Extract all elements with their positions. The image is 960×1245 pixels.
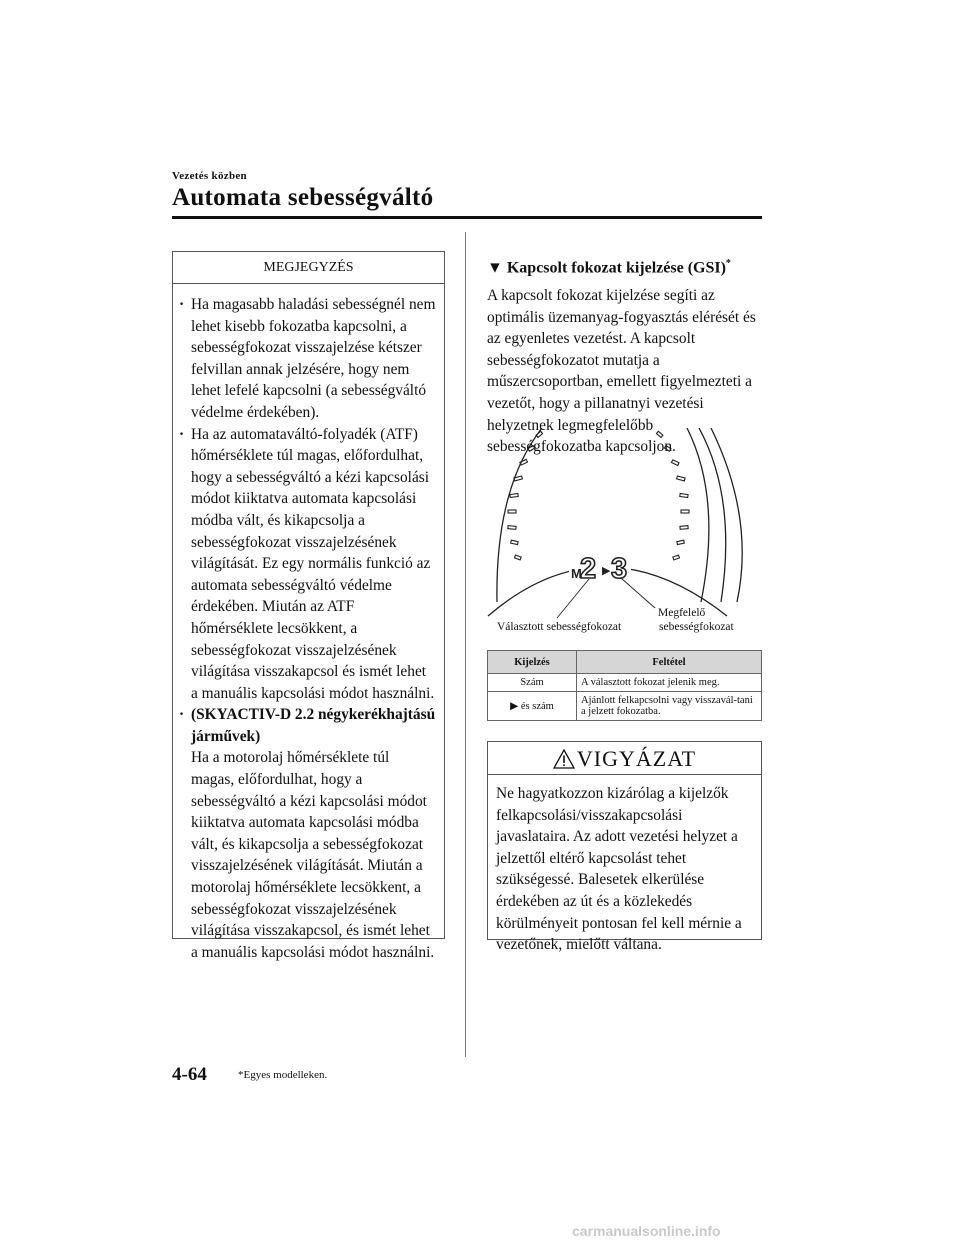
table-cell-text: Szám (520, 677, 544, 688)
table-cell (488, 674, 577, 692)
note-title: MEGJEGYZÉS (173, 252, 444, 284)
instrument-cluster-figure (487, 428, 762, 643)
header-rule (172, 216, 762, 219)
table-cell-text: és szám (518, 701, 554, 712)
warning-triangle-icon (553, 749, 575, 769)
footnote-asterisk: * (725, 258, 731, 269)
note-item-text: Ha az automataváltó-folyadék (ATF) hőmérséklete túl magas, előfordulhat, hogy a sebességváltó a kézi kapcsolási módot kiiktatva automata kapcsolási módba vált, és kikapcsolja a sebességfokozat visszajelzésének világítását. Ez egy normális funkció az automata sebességváltó védelme érdekében. Miután az ATF hőmérséklete lecsökkent, a sebességfokozat visszajelzésének világítása visszakapcsol és ismét lehet a manuális kapcsolási módot használni. (191, 425, 435, 702)
gsi-description: A kapcsolt fokozat kijelzése segíti az optimális üzemanyag-fogyasztás elérését és az egyenletes vezetést. A kapcsolt sebességfokozatot mutatja a műszercsoportban, emellett figyelmezteti a vezetőt, hogy a pillanatnyi vezetési helyzetnek legmegfelelőbb sebességfokozatba kapcsoljon. (487, 287, 756, 456)
note-list (173, 284, 444, 963)
gsi-heading (487, 258, 731, 277)
current-gear-digit: 2 (580, 553, 597, 585)
column-divider (465, 232, 466, 1057)
table-cell: Ajánlott felkapcsolni vagy visszavál-tani a jelzett fokozatba. (577, 692, 762, 721)
label-selected-gear: Választott sebességfokozat (497, 621, 622, 633)
leader-line (557, 579, 589, 618)
gauge-ticks (508, 431, 689, 560)
table-header: Feltétel (577, 651, 762, 674)
triangle-marker-icon: ▼ (487, 259, 503, 277)
chapter-title: Automata sebességváltó (172, 184, 434, 211)
table-cell (488, 692, 577, 721)
suggested-gear-digit: 3 (611, 553, 628, 585)
note-box (172, 251, 445, 961)
note-item (191, 294, 436, 424)
footnote: *Egyes modelleken. (238, 1069, 328, 1081)
table-header: Kijelzés (488, 651, 577, 674)
gauge-outer-arc (711, 428, 742, 602)
gauge-outer-arc (497, 428, 542, 602)
table-cell: A választott fokozat jelenik meg. (577, 674, 762, 692)
caution-box (487, 741, 762, 954)
gear-mode-label: M (571, 566, 582, 581)
gauge-outer-arc (687, 428, 709, 602)
caution-header (488, 744, 761, 775)
note-item-text: Ha magasabb haladási sebességnél nem lehet kisebb fokozatba kapcsolni, a sebességfokozat visszajelzése kétszer felvillan annak jelzésére, hogy nem lehet lefelé kapcsolni (a sebességváltó védelme érdekében). (191, 296, 436, 421)
note-item (191, 704, 436, 963)
arrow-icon: ▶ (510, 701, 519, 712)
page-number: 4-64 (172, 1064, 207, 1085)
label-suggested-gear-1: Megfelelő (658, 607, 706, 619)
leader-line (621, 578, 655, 608)
note-item (191, 424, 436, 705)
caution-text: Ne hagyatkozzon kizárólag a kijelzők felkapcsolási/visszakapcsolási javaslataira. Az adott vezetési helyzet a jelzettől eltérő kapcsolást tehet szükségessé. Balesetek elkerülése érdekében az út és a közlekedés körülményeit pontosan fel kell mérnie a vezetőnek, mielőtt váltana. (496, 785, 742, 954)
gauge-outer-arc (699, 428, 726, 602)
table-row (488, 674, 762, 692)
upshift-arrow-icon: ▶ (602, 564, 611, 577)
table-header-row (488, 651, 762, 674)
table-row (488, 692, 762, 721)
section-title: Vezetés közben (172, 170, 247, 182)
label-suggested-gear-2: sebességfokozat (659, 621, 734, 633)
note-item-heading: · (SKYACTIV-D 2.2 négykerékhajtású járművek) (191, 706, 436, 745)
watermark: carmanualsonline.info (572, 1223, 721, 1239)
caution-title: VIGYÁZAT (576, 746, 697, 771)
note-item-text: Ha a motorolaj hőmérséklete túl magas, előfordulhat, hogy a sebességváltó a kézi kapcsolási módot kiiktatva automata kapcsolási módba vált, és kikapcsolja a sebességfokozat visszajelzésének világítását. Miután a motorolaj hőmérséklete lecsökkent, a sebességfokozat visszajelzésének világítása visszakapcsol, és ismét lehet a manuális kapcsolási módot használni. (191, 749, 435, 961)
gsi-heading-text: Kapcsolt fokozat kijelzése (GSI) (506, 259, 726, 277)
gsi-table (487, 650, 762, 721)
